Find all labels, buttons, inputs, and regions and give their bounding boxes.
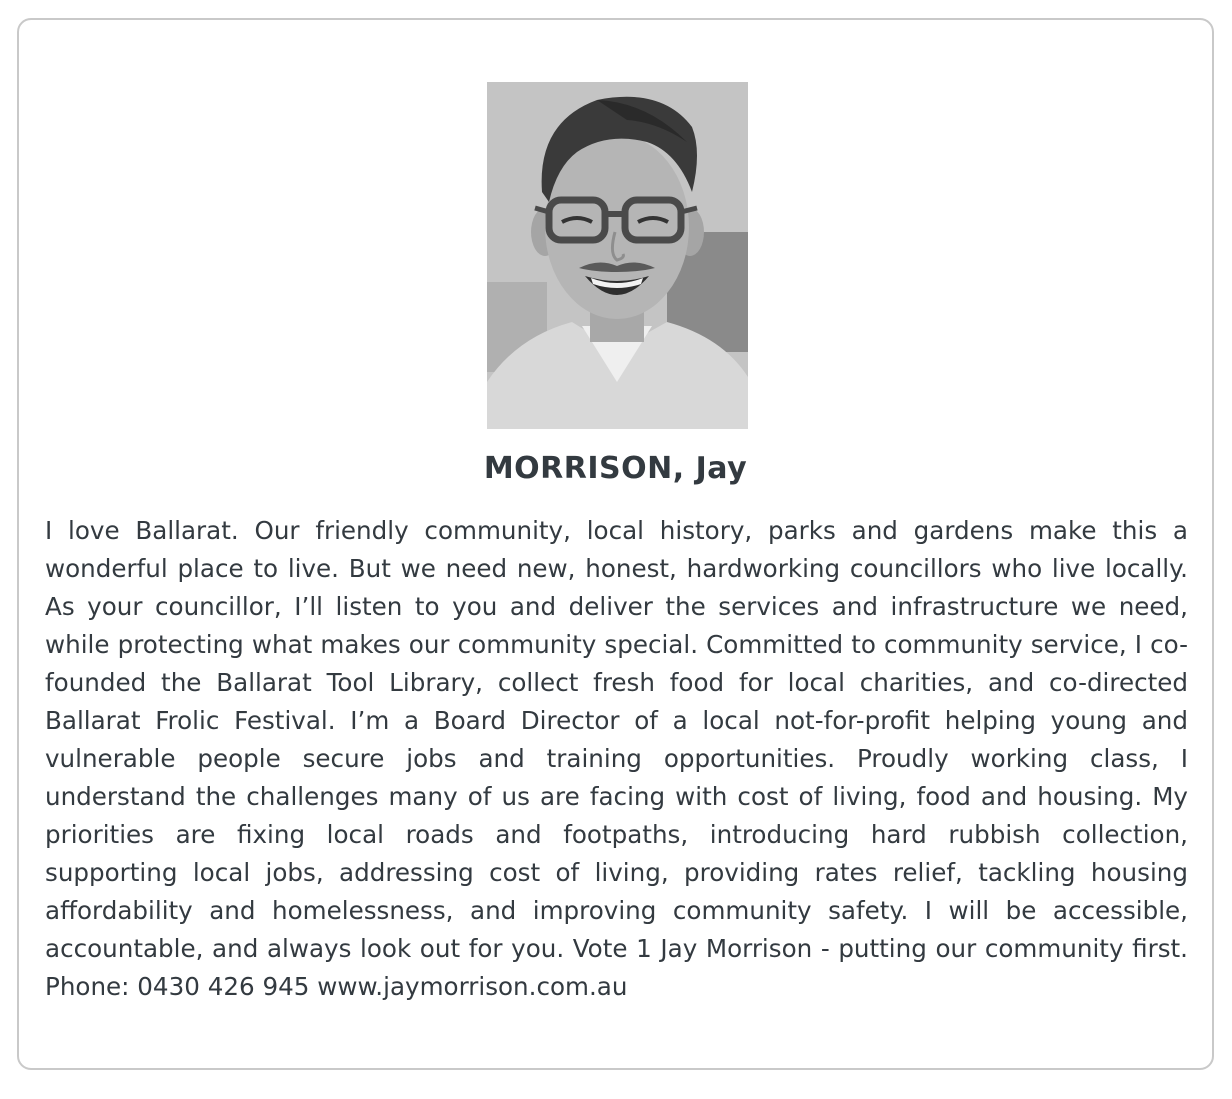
candidate-photo [487,82,748,429]
portrait-icon [487,82,748,429]
candidate-card [17,18,1214,1070]
candidate-bio: I love Ballarat. Our friendly community, local history, parks and gardens make this a wonderful place to live. But we need new, honest, hardworking councillors who live locally. As your councillor, I’ll listen to you and deliver the services and infrastructure we need, while protecting what makes our community special. Committed to community service, I co-founded the Ballarat Tool Library, collect fresh food for local charities, and co-directed Ballarat Frolic Festival. I’m a Board Director of a local not-for-profit helping young and vulnerable people secure jobs and training opportunities. Proudly working class, I understand the challenges many of us are facing with cost of living, food and housing. My priorities are fixing local roads and footpaths, introducing hard rubbish collection, supporting local jobs, addressing cost of living, providing rates relief, tackling housing affordability and homelessness, and improving community safety. I will be accessible, accountable, and always look out for you. Vote 1 Jay Morrison - putting our community first. Phone: 0430 426 945 www.jaymorrison.com.au [45,516,1188,1001]
candidate-name: MORRISON, Jay [483,451,748,486]
